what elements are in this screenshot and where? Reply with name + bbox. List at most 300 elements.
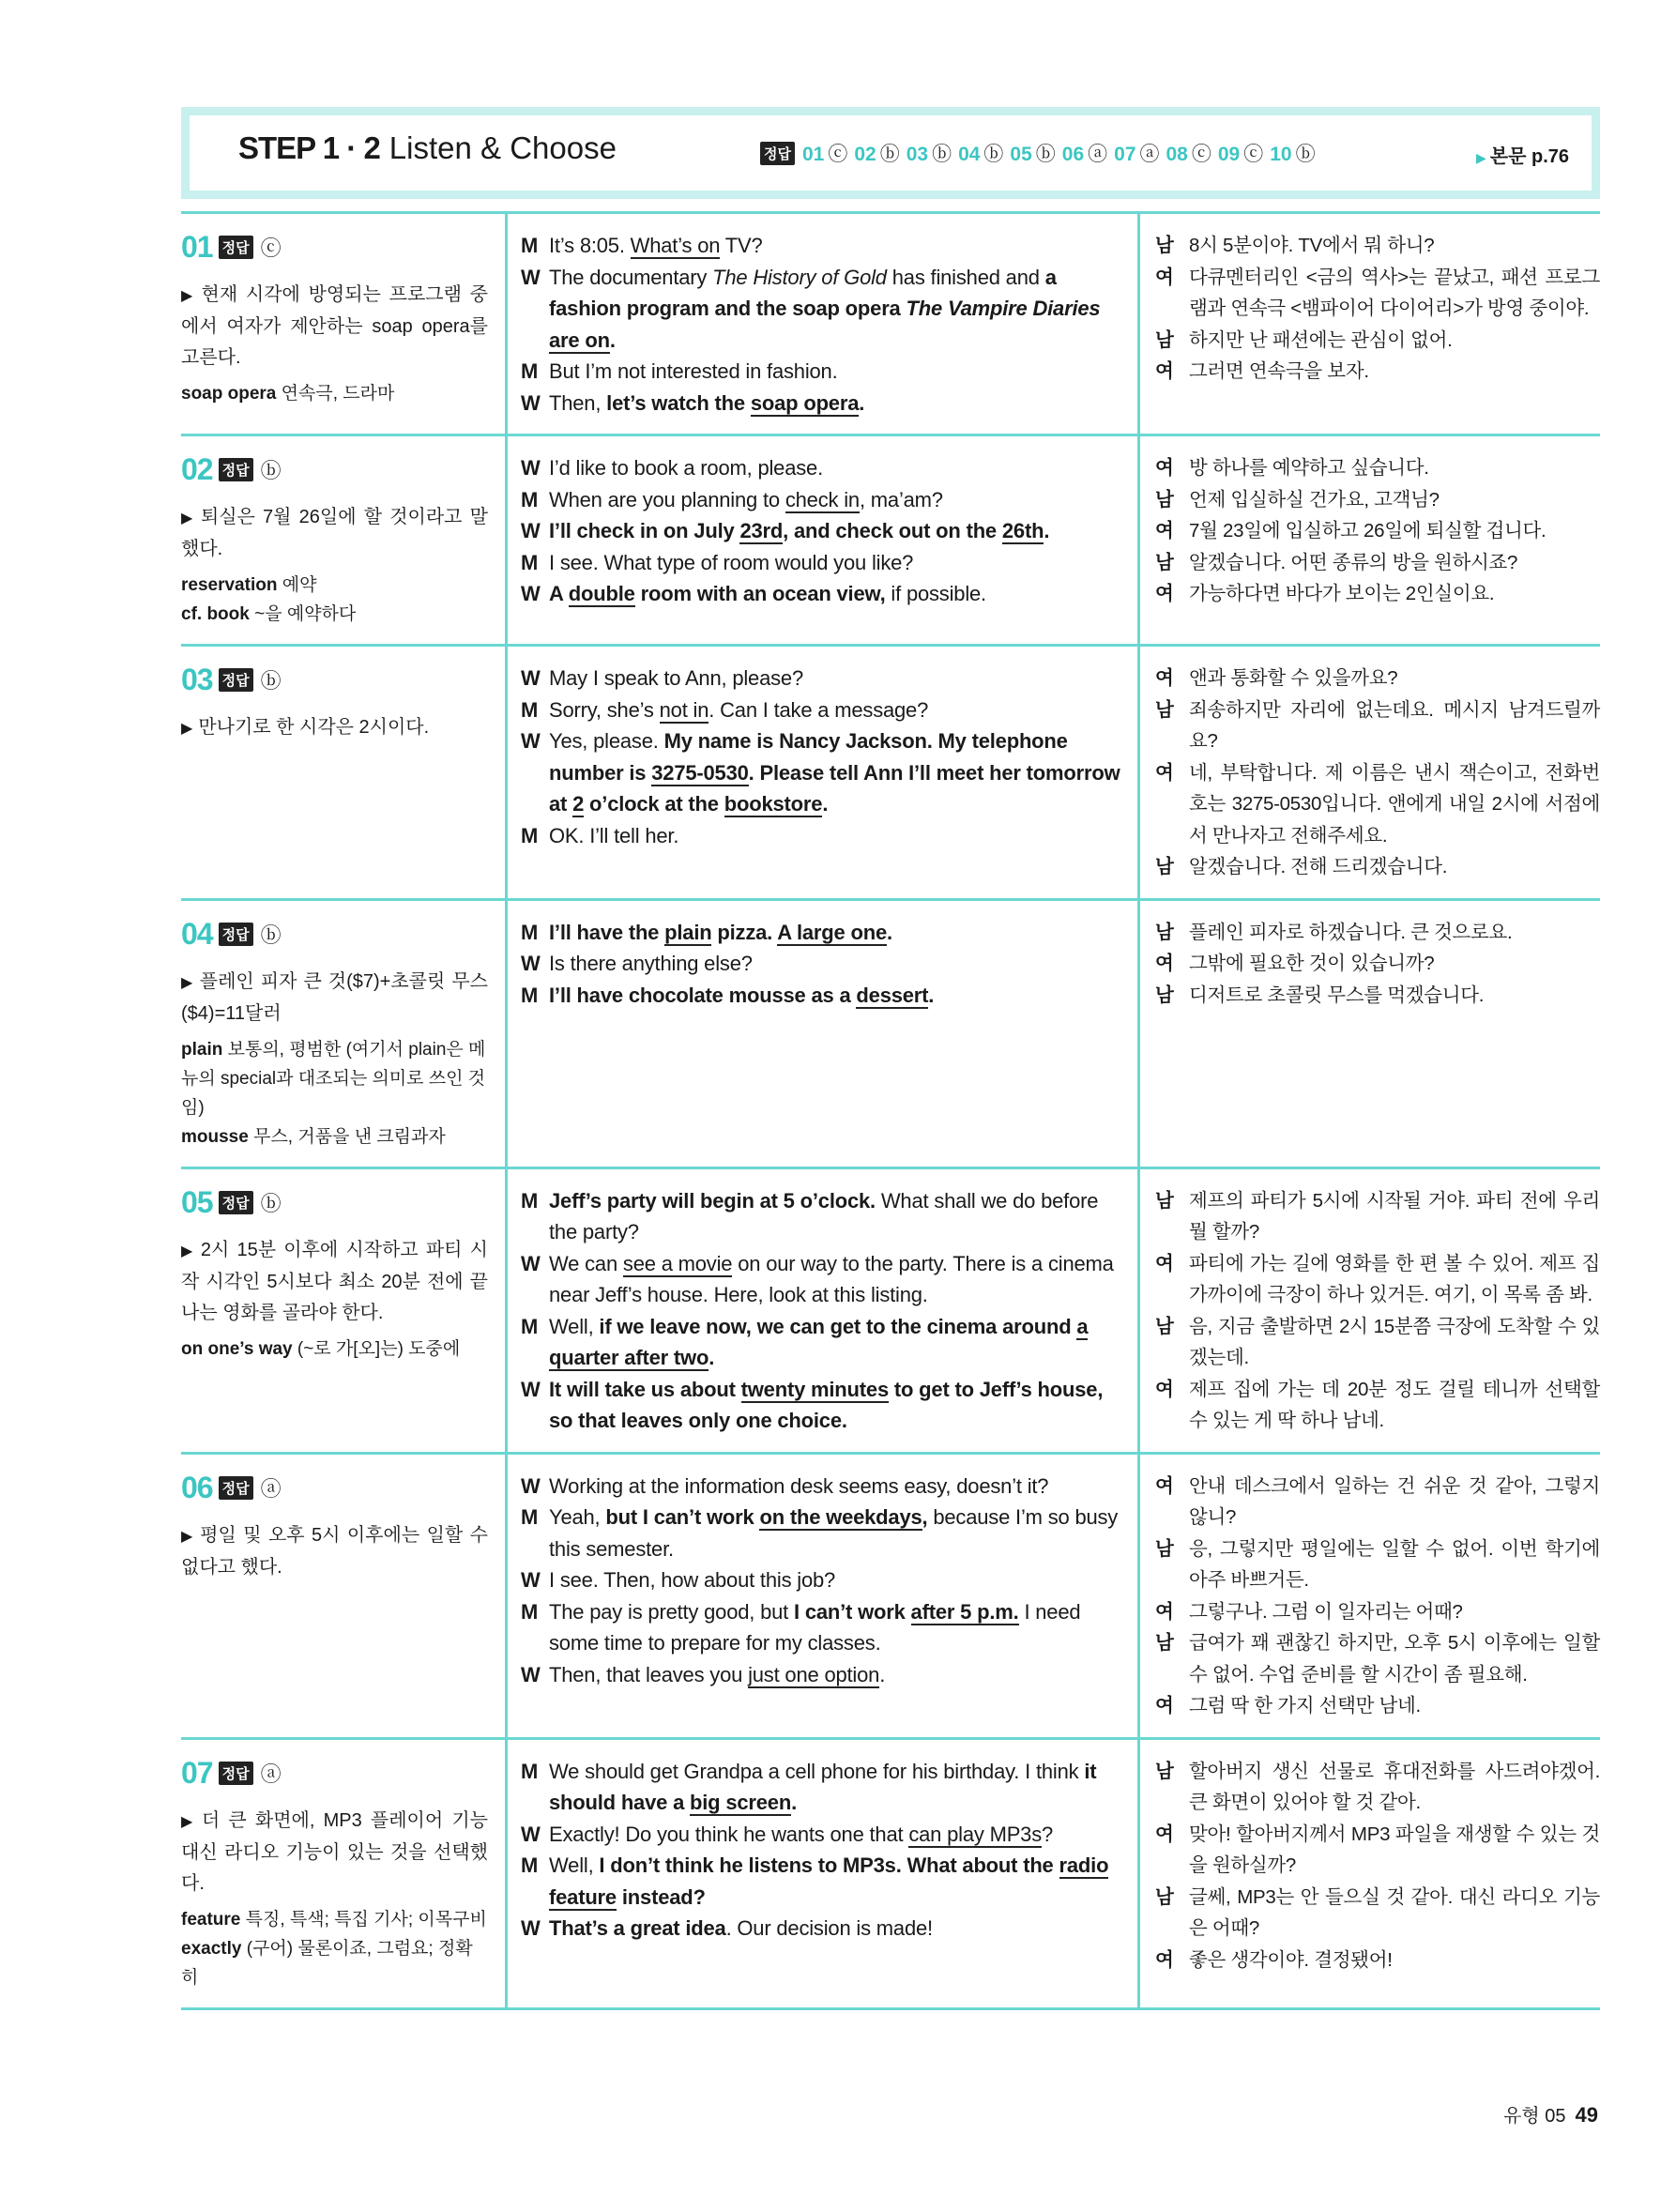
page-reference	[1476, 141, 1569, 168]
dialogue-line	[521, 1502, 1124, 1564]
dialogue-segment: after 5 p.m.	[910, 1599, 1019, 1624]
dialogue-line	[521, 1311, 1124, 1374]
question-header	[181, 230, 488, 265]
translation-text: 방 하나를 예약하고 싶습니다.	[1189, 457, 1429, 479]
dialogue-segment: twenty minutes	[740, 1377, 889, 1401]
answer-number: 10	[1270, 144, 1292, 165]
translation-text: 8시 5분이야. TV에서 뭐 하니?	[1189, 235, 1435, 256]
dialogue-text	[549, 262, 1124, 357]
dialogue-text	[549, 1596, 1124, 1659]
translation-line	[1155, 262, 1600, 325]
dialogue-line	[521, 578, 1124, 610]
vocab-meaning: 특징, 특색; 특집 기사; 이목구비	[240, 1909, 487, 1930]
speaker-label: 여	[1155, 1695, 1174, 1716]
page-reference-text: 본문 p.76	[1489, 146, 1569, 167]
speaker-label: 남	[1155, 488, 1174, 511]
translation-text: 디저트로 초콜릿 무스를 먹겠습니다.	[1189, 984, 1485, 1006]
dialogue-text	[549, 547, 1124, 579]
speaker-label: M	[521, 1314, 539, 1338]
dialogue-text	[549, 1819, 1124, 1851]
answer-choice: ⓑ	[260, 1191, 282, 1215]
dialogue-line	[521, 820, 1124, 852]
dialogue-text	[549, 694, 1124, 726]
answer-badge: 정답	[760, 142, 795, 165]
explanation-cell	[181, 214, 505, 434]
question-number: 01	[181, 230, 213, 264]
answer-choice: ⓑ	[260, 459, 282, 482]
dialogue-segment: But I’m not interested in fashion.	[549, 359, 838, 383]
dialogue-segment: just one option	[748, 1662, 880, 1686]
dialogue-cell	[505, 1740, 1140, 2007]
dialogue-text	[549, 484, 1124, 516]
answer-item	[1062, 139, 1107, 167]
dialogue-cell	[505, 214, 1140, 434]
dialogue-segment: double	[568, 582, 635, 605]
dialogue-line	[521, 694, 1124, 726]
dialogue-segment: if we leave now, we can get to the cinema around	[599, 1314, 1077, 1338]
answer-item	[1270, 139, 1315, 167]
dialogue-segment: on the weekdays	[759, 1505, 922, 1529]
vocab-word: plain	[181, 1039, 223, 1060]
translation-text: 다큐멘터리인 <금의 역사>는 끝났고, 패션 프로그램과 연속극 <뱀파이어 다이어리>가 방영 중이야.	[1189, 266, 1600, 319]
translation-text: 하지만 난 패션에는 관심이 없어.	[1189, 328, 1453, 351]
triangle-icon: ▶	[181, 974, 194, 991]
translation-line	[1155, 1471, 1600, 1533]
answer-choice: ⓑ	[260, 669, 282, 693]
speaker-label: M	[521, 1505, 539, 1529]
dialogue-line	[521, 1819, 1124, 1851]
dialogue-segment: 23rd	[739, 519, 784, 542]
dialogue-segment: It’s 8:05.	[549, 234, 631, 257]
dialogue-segment: I don’t think he listens to MP3s. What about the	[599, 1854, 1059, 1877]
translation-line	[1155, 1819, 1600, 1882]
dialogue-text	[549, 1659, 1124, 1691]
dialogue-segment: Yeah,	[549, 1505, 606, 1529]
dialogue-text	[549, 1311, 1124, 1374]
dialogue-text	[549, 1471, 1124, 1503]
question-row	[181, 647, 1600, 901]
dialogue-segment: Sorry, she’s	[549, 697, 660, 722]
translation-line	[1155, 452, 1600, 484]
dialogue-line	[521, 1374, 1124, 1437]
dialogue-text	[549, 1913, 1124, 1945]
translation-line	[1155, 1690, 1600, 1722]
speaker-label: 여	[1155, 1474, 1174, 1497]
dialogue-line	[521, 1471, 1124, 1503]
explanation-text	[181, 1806, 488, 1899]
speaker-label: 남	[1155, 1632, 1174, 1654]
dialogue-segment: The documentary	[549, 265, 713, 289]
speaker-label: 여	[1155, 1600, 1174, 1623]
speaker-label: W	[521, 265, 541, 289]
dialogue-segment: room with an ocean view,	[634, 582, 886, 605]
dialogue-line	[521, 1248, 1124, 1311]
triangle-icon: ▶	[181, 288, 196, 304]
vocab-word: exactly	[181, 1938, 242, 1959]
answer-number: 04	[958, 144, 981, 165]
translation-text: 급여가 꽤 괜찮긴 하지만, 오후 5시 이후에는 일할 수 없어. 수업 준비를 할 시간이 좀 필요해.	[1189, 1632, 1600, 1686]
dialogue-segment: bookstore	[724, 792, 823, 816]
answer-number: 07	[1114, 144, 1136, 165]
explanation-text	[181, 967, 488, 1030]
dialogue-text	[549, 820, 1124, 852]
dialogue-text	[549, 1502, 1124, 1564]
dialogue-segment: , ma’am?	[859, 487, 943, 511]
dialogue-segment: 26th	[1001, 519, 1044, 542]
explanation-body: 플레인 피자 큰 것($7)+초콜릿 무스($4)=11달러	[181, 970, 488, 1024]
answer-number: 02	[854, 144, 876, 165]
vocab-meaning: ~을 예약하다	[249, 604, 357, 624]
dialogue-segment: I see. What type of room would you like?	[549, 550, 914, 574]
triangle-icon: ▶	[181, 511, 195, 526]
dialogue-cell	[505, 901, 1140, 1167]
vocab-word: soap opera	[181, 384, 277, 404]
dialogue-segment: Exactly! Do you think he wants one that	[549, 1822, 909, 1846]
dialogue-segment: a quarter after two	[549, 1314, 1089, 1369]
vocab-meaning: 무스, 거품을 낸 크림과자	[248, 1126, 446, 1147]
dialogue-segment: ?	[1042, 1822, 1054, 1846]
dialogue-text	[549, 578, 1124, 610]
section-title	[238, 130, 617, 166]
speaker-label: M	[521, 234, 539, 257]
dialogue-segment: Jeff’s party will begin at 5 o’clock.	[549, 1188, 876, 1213]
dialogue-segment: Yes, please.	[549, 729, 664, 753]
answer-choice: ⓒ	[260, 236, 282, 260]
speaker-label: 남	[1155, 1315, 1174, 1337]
dialogue-line	[521, 356, 1124, 388]
vocab-entry	[181, 1934, 488, 1992]
dialogue-segment: . Can I take a message?	[708, 697, 929, 722]
dialogue-segment: The Vampire Diaries	[906, 297, 1101, 320]
translation-cell	[1140, 436, 1600, 644]
translation-line	[1155, 694, 1600, 757]
speaker-label: 남	[1155, 921, 1174, 943]
translation-line	[1155, 325, 1600, 357]
dialogue-line	[521, 262, 1124, 357]
dialogue-segment: I’ll check in on July	[549, 519, 740, 542]
dialogue-text	[549, 230, 1124, 262]
speaker-label: 여	[1155, 583, 1174, 604]
answer-item	[1114, 139, 1159, 167]
speaker-label: 남	[1155, 984, 1174, 1006]
dialogue-segment: OK. I’ll tell her.	[549, 823, 679, 847]
speaker-label: W	[521, 1916, 541, 1940]
dialogue-line	[521, 1596, 1124, 1659]
answer-badge: 정답	[219, 1762, 253, 1785]
page-footer	[1503, 2100, 1598, 2128]
vocab-word: cf. book	[181, 604, 250, 624]
dialogue-line	[521, 388, 1124, 420]
speaker-label: W	[521, 1568, 541, 1592]
dialogue-cell	[505, 647, 1140, 898]
explanation-text	[181, 1520, 488, 1583]
dialogue-text	[549, 725, 1124, 820]
dialogue-line	[521, 980, 1124, 1012]
speaker-label: 여	[1155, 1252, 1174, 1274]
speaker-label: M	[521, 920, 539, 944]
dialogue-text	[549, 1756, 1124, 1819]
explanation-body: 2시 15분 이후에 시작하고 파티 시작 시각인 5시보다 최소 20분 전에 끝나는 영화를 골라야 한다.	[181, 1239, 488, 1323]
answer-item	[907, 139, 952, 167]
translation-line	[1155, 1945, 1600, 1976]
translation-line	[1155, 1882, 1600, 1945]
translation-cell	[1140, 1169, 1600, 1452]
translation-text: 파티에 가는 길에 영화를 한 편 볼 수 있어. 제프 집 가까이에 극장이 하나 있거든. 여기, 이 목록 좀 봐.	[1189, 1252, 1600, 1305]
dialogue-segment: plain	[664, 920, 712, 944]
speaker-label: 여	[1155, 761, 1174, 784]
vocab-entry	[181, 1905, 488, 1934]
dialogue-line	[521, 452, 1124, 484]
answer-item	[1010, 139, 1055, 167]
dialogue-text	[549, 452, 1124, 484]
translation-text: 제프의 파티가 5시에 시작될 거야. 파티 전에 우리 뭘 할까?	[1189, 1189, 1600, 1243]
vocab-meaning: (구어) 물론이죠, 그럼요; 정확히	[181, 1938, 473, 1988]
dialogue-segment: We can	[549, 1251, 623, 1275]
translation-text: 그밖에 필요한 것이 있습니까?	[1189, 953, 1435, 974]
vocab-word: reservation	[181, 575, 278, 595]
speaker-label: 여	[1155, 953, 1174, 974]
speaker-label: M	[521, 1188, 539, 1213]
speaker-label: W	[521, 582, 541, 605]
translation-cell	[1140, 214, 1600, 434]
translation-line	[1155, 1374, 1600, 1437]
dialogue-segment: Is there anything else?	[549, 952, 753, 975]
translation-line	[1155, 917, 1600, 949]
translation-text: 제프 집에 가는 데 20분 정도 걸릴 테니까 선택할 수 있는 게 딱 하나 남네.	[1189, 1378, 1600, 1431]
answer-choice: ⓒ	[1191, 144, 1211, 165]
dialogue-segment: because I’m so busy this semester.	[549, 1505, 1119, 1561]
question-row	[181, 1169, 1600, 1455]
question-number: 07	[181, 1755, 213, 1790]
speaker-label: 남	[1155, 328, 1174, 351]
translation-text: 알겠습니다. 어떤 종류의 방을 원하시죠?	[1189, 551, 1518, 573]
explanation-text	[181, 1235, 488, 1329]
answer-choice: ⓐ	[260, 1762, 282, 1786]
dialogue-segment: I can’t work	[794, 1599, 911, 1624]
dialogue-segment: Then,	[549, 390, 607, 415]
dialogue-segment: 2	[572, 792, 585, 816]
answer-item	[1166, 139, 1211, 167]
dialogue-text	[549, 1248, 1124, 1311]
triangle-icon: ▶	[181, 1813, 196, 1830]
translation-line	[1155, 1596, 1600, 1628]
translation-line	[1155, 948, 1600, 980]
dialogue-segment: big screen	[690, 1791, 792, 1814]
dialogue-text	[549, 980, 1124, 1012]
vocab-word: feature	[181, 1909, 241, 1930]
answer-item	[958, 139, 1003, 167]
dialogue-segment: A	[549, 582, 569, 605]
answer-number: 05	[1010, 144, 1032, 165]
translation-line	[1155, 851, 1600, 883]
dialogue-segment: a fashion program and the soap opera	[549, 265, 1057, 320]
dialogue-segment: I’ll have chocolate mousse as a	[549, 983, 857, 1007]
dialogue-segment: .	[928, 983, 935, 1007]
triangle-icon: ▶	[181, 1243, 195, 1259]
dialogue-segment: That’s a great idea	[549, 1916, 726, 1940]
answer-choice: ⓐ	[260, 1476, 282, 1501]
answer-badge: 정답	[219, 458, 253, 481]
page-number: 49	[1575, 2103, 1598, 2127]
dialogue-segment: soap opera	[750, 390, 860, 415]
dialogue-segment: 3275-0530	[651, 760, 749, 785]
dialogue-segment: .	[791, 1791, 797, 1814]
answer-badge: 정답	[219, 923, 253, 946]
dialogue-segment: I’d like to book a room, please.	[549, 456, 823, 480]
dialogue-text	[549, 1374, 1124, 1437]
dialogue-segment: see a movie	[622, 1251, 733, 1275]
speaker-label: M	[521, 1759, 539, 1783]
dialogue-segment: dessert	[856, 983, 929, 1007]
translation-line	[1155, 1627, 1600, 1690]
answer-item	[802, 139, 847, 167]
speaker-label: 남	[1155, 235, 1174, 256]
translation-line	[1155, 1311, 1600, 1374]
speaker-label: 남	[1155, 698, 1174, 721]
answer-number: 03	[906, 144, 929, 165]
answer-choice: ⓑ	[983, 144, 1004, 165]
translation-text: 네, 부탁합니다. 제 이름은 낸시 잭슨이고, 전화번호는 3275-0530입니다. 앤에게 내일 2시에 서점에서 만나자고 전해주세요.	[1189, 761, 1600, 847]
dialogue-segment: What shall we do before the party?	[549, 1188, 1099, 1243]
dialogue-line	[521, 484, 1124, 516]
dialogue-text	[549, 356, 1124, 388]
dialogue-line	[521, 1659, 1124, 1691]
dialogue-line	[521, 1756, 1124, 1819]
question-number: 02	[181, 452, 213, 486]
dialogue-line	[521, 1850, 1124, 1913]
speaker-label: 여	[1155, 360, 1174, 382]
speaker-label: M	[521, 697, 539, 722]
dialogue-line	[521, 917, 1124, 949]
vocab-entry	[181, 1335, 488, 1364]
dialogue-segment: Then, that leaves you	[549, 1662, 749, 1686]
dialogue-segment: We should get Grandpa a cell phone for his birthday. I think	[549, 1759, 1085, 1783]
speaker-label: 남	[1155, 1537, 1174, 1560]
dialogue-line	[521, 725, 1124, 820]
dialogue-segment: .	[887, 920, 892, 944]
dialogue-text	[549, 1850, 1124, 1913]
dialogue-line	[521, 1913, 1124, 1945]
dialogue-text	[549, 948, 1124, 980]
translation-text: 글쎄, MP3는 안 들으실 것 같아. 대신 라디오 기능은 어때?	[1189, 1885, 1600, 1939]
speaker-label: W	[521, 519, 541, 542]
dialogue-segment: Well,	[549, 1854, 600, 1877]
dialogue-line	[521, 1185, 1124, 1248]
explanation-text	[181, 280, 488, 374]
speaker-label: W	[521, 666, 541, 690]
speaker-label: W	[521, 390, 541, 415]
speaker-label: W	[521, 456, 541, 480]
vocab-meaning: 보통의, 평범한 (여기서 plain은 메뉴의 special과 대조되는 의미로 쓰인 것임)	[181, 1039, 486, 1118]
question-header	[181, 663, 488, 697]
speaker-label: W	[521, 1251, 541, 1275]
answer-badge: 정답	[219, 668, 253, 692]
dialogue-segment: .	[859, 390, 865, 415]
answer-choice: ⓒ	[1243, 144, 1264, 165]
translation-text: 가능하다면 바다가 보이는 2인실이요.	[1189, 583, 1495, 604]
dialogue-segment: I’ll have the	[549, 920, 665, 944]
speaker-label: W	[521, 729, 541, 753]
section-subtitle: Listen & Choose	[389, 130, 617, 165]
vocab-entry	[181, 1122, 488, 1152]
translation-text: 알겠습니다. 전해 드리겠습니다.	[1189, 856, 1448, 877]
explanation-body: 더 큰 화면에, MP3 플레이어 기능 대신 라디오 기능이 있는 것을 선택했다.	[181, 1809, 488, 1894]
explanation-text	[181, 712, 488, 744]
question-row	[181, 901, 1600, 1169]
question-header	[181, 452, 488, 487]
speaker-label: M	[521, 823, 539, 847]
question-number: 03	[181, 663, 213, 696]
vocab-word: mousse	[181, 1126, 249, 1147]
dialogue-segment: Well,	[549, 1314, 600, 1338]
translation-cell	[1140, 1455, 1600, 1737]
answer-choice: ⓒ	[828, 144, 848, 165]
translation-text: 그러면 연속극을 보자.	[1189, 360, 1369, 382]
question-row	[181, 1740, 1600, 2010]
dialogue-segment: . Please tell Ann I’ll meet her tomorrow at	[549, 760, 1120, 816]
dialogue-text	[549, 388, 1124, 420]
speaker-label: M	[521, 359, 539, 383]
dialogue-segment: May I speak to Ann, please?	[549, 666, 803, 690]
translation-cell	[1140, 647, 1600, 898]
dialogue-segment: Working at the information desk seems easy, doesn’t it?	[549, 1473, 1049, 1498]
translation-text: 좋은 생각이야. 결정됐어!	[1189, 1948, 1393, 1971]
dialogue-segment: A large one	[777, 920, 887, 944]
dialogue-line	[521, 230, 1124, 262]
translation-text: 안내 데스크에서 일하는 건 쉬운 것 같아, 그렇지 않니?	[1189, 1474, 1600, 1528]
translation-text: 죄송하지만 자리에 없는데요. 메시지 남겨드릴까요?	[1189, 698, 1600, 752]
vocab-meaning: 연속극, 드라마	[276, 384, 395, 404]
speaker-label: 여	[1155, 457, 1174, 479]
section-header	[181, 107, 1600, 199]
dialogue-segment: radio feature	[549, 1854, 1109, 1909]
answer-badge: 정답	[219, 1191, 253, 1214]
translation-line	[1155, 547, 1600, 579]
speaker-label: 남	[1155, 1885, 1174, 1908]
dialogue-segment: on our way to the party. There is a cinema near Jeff’s house. Here, look at this listing.	[549, 1251, 1114, 1306]
speaker-label: 남	[1155, 856, 1174, 877]
answer-number: 06	[1061, 144, 1085, 165]
question-number: 05	[181, 1184, 213, 1219]
answer-number: 08	[1166, 144, 1188, 165]
question-number: 04	[181, 916, 213, 951]
speaker-label: 여	[1155, 1948, 1174, 1971]
answer-item	[854, 139, 899, 167]
speaker-label: 여	[1155, 520, 1174, 542]
answer-choice: ⓑ	[932, 144, 952, 165]
dialogue-segment: has finished and	[886, 265, 1045, 289]
speaker-label: 여	[1155, 1378, 1174, 1400]
speaker-label: 여	[1155, 667, 1174, 689]
speaker-label: 남	[1155, 551, 1174, 573]
dialogue-segment: ,	[922, 1505, 928, 1529]
speaker-label: W	[521, 1822, 541, 1846]
translation-line	[1155, 1185, 1600, 1248]
answer-choice: ⓐ	[1139, 144, 1160, 165]
dialogue-segment: I see. Then, how about this job?	[549, 1568, 836, 1592]
translation-line	[1155, 1756, 1600, 1819]
vocab-entry	[181, 571, 488, 600]
answer-choice: ⓐ	[1088, 144, 1108, 165]
dialogue-segment: not in	[659, 697, 709, 722]
dialogue-line	[521, 547, 1124, 579]
explanation-cell	[181, 1169, 505, 1452]
dialogue-line	[521, 1564, 1124, 1596]
translation-line	[1155, 1248, 1600, 1311]
translation-text: 플레인 피자로 하겠습니다. 큰 것으로요.	[1189, 921, 1513, 943]
speaker-label: M	[521, 550, 539, 574]
translation-line	[1155, 663, 1600, 694]
